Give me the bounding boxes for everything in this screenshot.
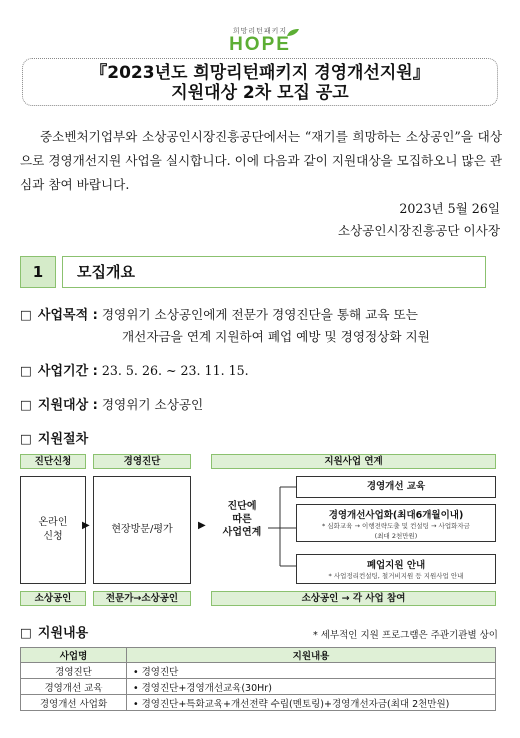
table-header-content: 지원내용 (127, 648, 496, 663)
flow-footer-expert: 전문가→소상공인 (93, 591, 191, 606)
target-item: □ 지원대상 : 경영위기 소상공인 (20, 397, 204, 413)
content-item: □ 지원내용 (20, 625, 89, 641)
purpose-item: □ 사업목적 : 경영위기 소상공인에게 전문가 경영진단을 통해 교육 또는 (20, 307, 418, 323)
section-number: 1 (20, 256, 56, 288)
procedure-item: □ 지원절차 (20, 431, 89, 447)
table-row: 경영진단 • 경영진단 (21, 663, 496, 679)
flow-header-linkage: 지원사업 연계 (211, 454, 496, 469)
content-note: * 세부적인 지원 프로그램은 주관기관별 상이 (312, 630, 498, 641)
flow-header-diagnosis: 경영진단 (93, 454, 191, 469)
title-line-1: 『2023년도 희망리턴패키지 경영개선지원』 (90, 63, 430, 83)
logo-hope: HOPE (229, 34, 291, 55)
table-header-name: 사업명 (21, 648, 127, 663)
flow-header-apply: 진단신청 (20, 454, 86, 469)
purpose-continuation: 개선자금을 연계 지원하여 폐업 예방 및 경영정상화 지원 (122, 329, 430, 344)
flow-step-online-apply: 온라인 신청 (20, 476, 86, 584)
support-table (20, 647, 496, 711)
issuing-organization: 소상공인시장진흥공단 이사장 (337, 223, 500, 238)
result-closure-support: 폐업지원 안내 * 사업정리컨설팅, 철거비지원 등 지원사업 안내 (296, 554, 496, 584)
announcement-date: 2023년 5월 26일 (399, 201, 500, 216)
announcement-title-box (22, 58, 498, 106)
arrow-icon: ▶ (82, 520, 90, 531)
flow-linked-label: 진단에 따른 사업연계 (222, 501, 262, 538)
intro-paragraph: 중소벤처기업부와 소상공인시장진흥공단에서는 “재기를 희망하는 소상공인”을 대상으로 경영개선지원 사업을 실시합니다. 이에 다음과 같이 지원대상을 모집하오니 많은 관심과 참여 바랍니다. (20, 129, 502, 192)
section-title: 모집개요 (62, 256, 486, 288)
table-row: 경영개선 사업화 • 경영진단+특화교육+개선전략 수립(멘토링)+경영개선자금(최대 2천만원) (21, 695, 496, 711)
arrow-icon: ▶ (198, 520, 206, 531)
result-commercialization: 경영개선사업화(최대6개월이내) * 심화교육 → 이행전략도출 및 컨설팅 → 사업화자금 (최대 2천만원) (296, 504, 496, 542)
flow-footer-owner: 소상공인 (20, 591, 86, 606)
period-item: □ 사업기간 : 23. 5. 26. ~ 23. 11. 15. (20, 363, 249, 379)
flow-bracket (266, 484, 298, 574)
flow-footer-participation: 소상공인 → 각 사업 참여 (211, 591, 496, 606)
logo-subtext: 희망리턴패키지 (232, 27, 288, 35)
title-line-2: 지원대상 2차 모집 공고 (171, 83, 349, 103)
table-row: 경영개선 교육 • 경영진단+경영개선교육(30Hr) (21, 679, 496, 695)
result-education: 경영개선 교육 (296, 476, 496, 498)
flow-step-site-visit: 현장방문/평가 (93, 476, 191, 584)
